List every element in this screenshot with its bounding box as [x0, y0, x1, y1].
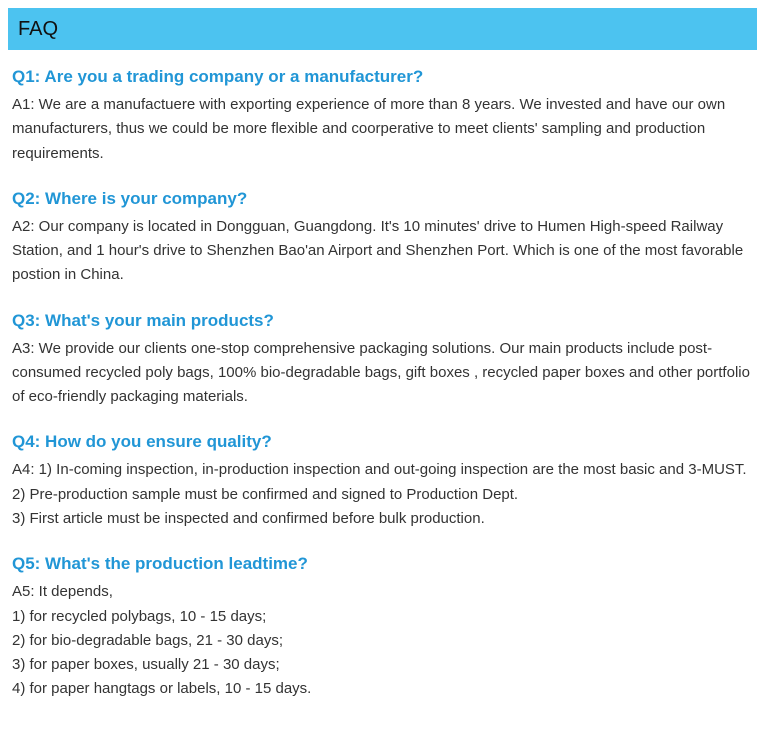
faq-answer	[12, 337, 753, 410]
faq-answer-line: A2: Our company is located in Dongguan, Guangdong. It's 10 minutes' drive to Humen High-speed Railway Station, and 1 hour's drive to Shenzhen Bao'an Airport and Shenzhen Port. Which is one of the most favorable postion in China.	[12, 217, 744, 284]
faq-header-bar	[8, 8, 757, 50]
faq-question: Q5: What's the production leadtime?	[12, 554, 308, 574]
faq-question: Q1: Are you a trading company or a manufacturer?	[12, 67, 424, 86]
faq-answer-line: A1: We are a manufactuere with exporting experience of more than 8 years. We invested and have our own manufacturers, thus we could be more flexible and coorperative to meet clients' sampling and production requirements.	[12, 95, 726, 162]
faq-answer-line: A3: We provide our clients one-stop comprehensive packaging solutions. Our main products include post-consumed recycled poly bags, 100% bio-degradable bags, gift boxes , recycled paper boxes and other portfolio of eco-friendly packaging materials.	[12, 339, 750, 406]
faq-item	[12, 310, 753, 410]
faq-answer-line: 3) for paper boxes, usually 21 - 30 days;	[12, 656, 280, 674]
faq-page	[0, 8, 765, 756]
faq-answer	[12, 215, 753, 288]
faq-question: Q2: Where is your company?	[12, 188, 248, 208]
faq-answer-line: A4: 1) In-coming inspection, in-production inspection and out-going inspection are the most basic and 3-MUST.	[12, 461, 747, 479]
faq-answer-line: 1) for recycled polybags, 10 - 15 days;	[12, 607, 267, 625]
faq-answer-line: 2) for bio-degradable bags, 21 - 30 days;	[12, 631, 284, 649]
faq-item	[12, 431, 753, 531]
faq-item	[12, 66, 753, 166]
faq-list	[0, 66, 765, 702]
page-title: FAQ	[18, 18, 59, 40]
faq-question: Q4: How do you ensure quality?	[12, 432, 272, 452]
faq-answer-line: A5: It depends,	[12, 583, 113, 601]
faq-answer	[12, 458, 753, 531]
faq-question: Q3: What's your main products?	[12, 310, 274, 330]
faq-answer-line: 2) Pre-production sample must be confirmed and signed to Production Dept.	[12, 485, 519, 503]
faq-item	[12, 188, 753, 288]
faq-answer	[12, 93, 753, 166]
faq-answer-line: 3) First article must be inspected and confirmed before bulk production.	[12, 510, 485, 528]
faq-answer-line: 4) for paper hangtags or labels, 10 - 15 days.	[12, 680, 312, 698]
faq-item	[12, 553, 753, 701]
faq-answer	[12, 580, 753, 701]
